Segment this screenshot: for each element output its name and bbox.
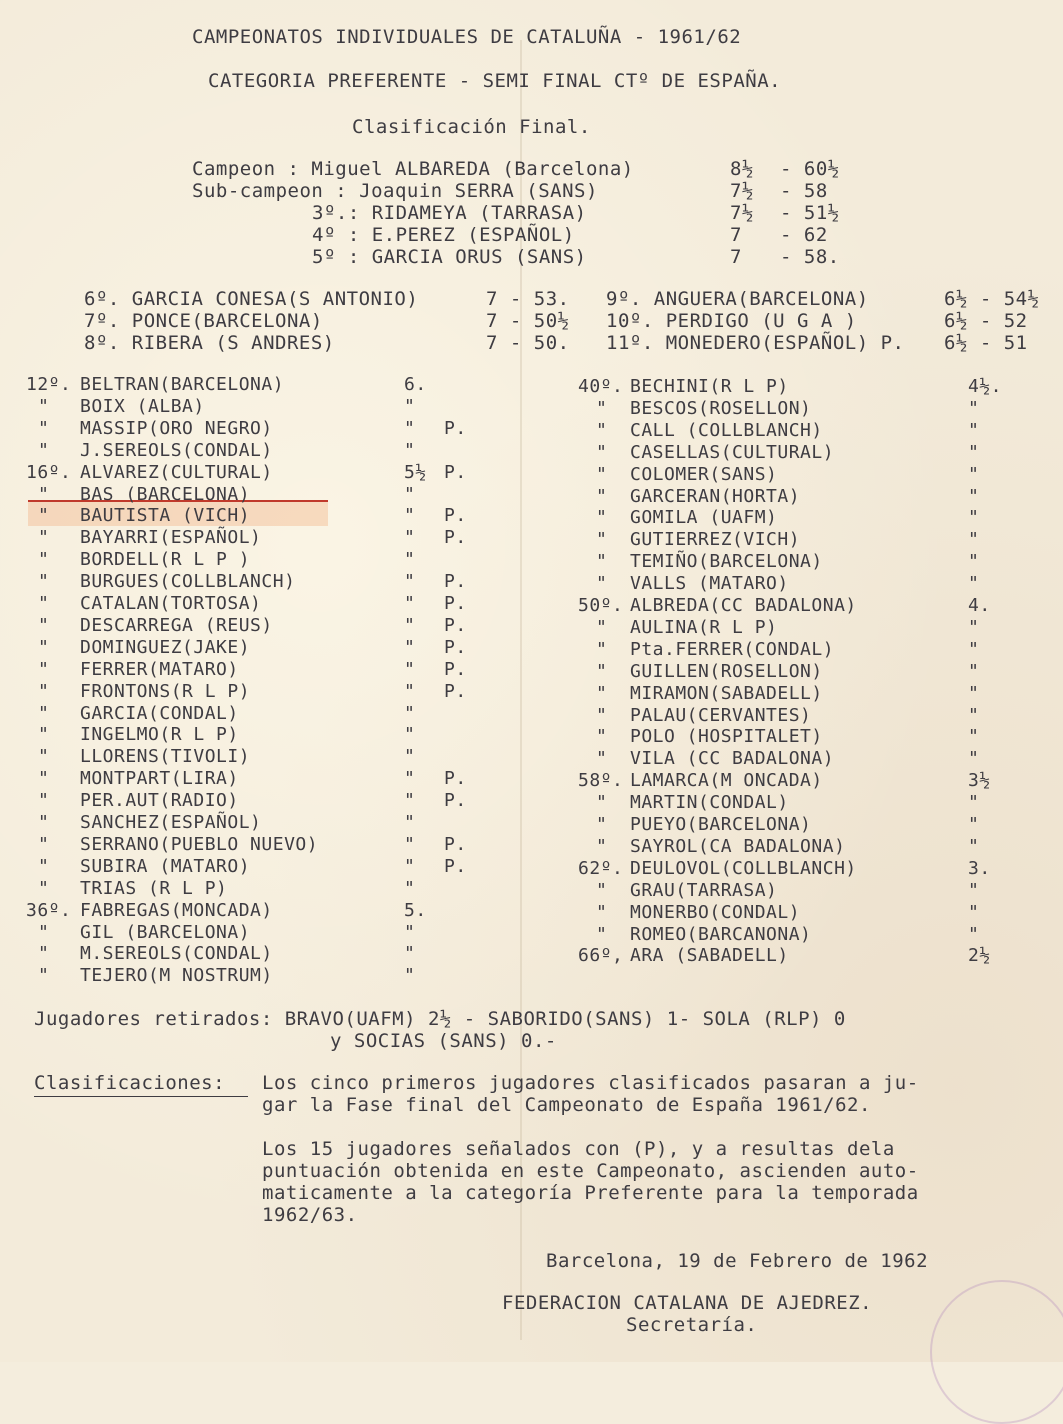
player-points: " [968,792,980,814]
player-points: " [404,505,416,527]
player-name: MONERBO(CONDAL) [630,901,801,923]
player-points: " [968,726,980,748]
retired-line1: Jugadores retirados: BRAVO(UAFM) 2½ - SABORIDO(SANS) 1- SOLA (RLP) 0 [34,1008,846,1030]
player-points: " [968,704,980,726]
header-section: Clasificación Final. [352,116,591,138]
player-name: DOMINGUEZ(JAKE) [80,636,251,658]
player-name: SERRANO(PUEBLO NUEVO) [80,833,319,855]
podium-score: - 60½ [780,158,840,180]
rank-prefix: " [38,395,50,417]
player-points: 6. [404,374,427,395]
rank-prefix: " [38,812,50,833]
rank-prefix: " [38,746,50,768]
player-name: ALVAREZ(CULTURAL) [80,461,273,483]
middle-right-label: 9º. ANGUERA(BARCELONA) [606,288,869,310]
player-name: CALL (COLLBLANCH) [630,419,823,441]
player-points: " [404,790,416,812]
middle-right-score: 6½ - 54½ [944,288,1040,310]
player-name: MIRAMON(SABADELL) [630,682,823,704]
player-points: " [968,441,980,463]
player-points: " [968,551,980,573]
rank-prefix: 50º. [578,595,624,616]
rank-prefix: " [38,505,50,527]
player-name: Pta.FERRER(CONDAL) [630,638,835,660]
rank-prefix: " [38,636,50,658]
rank-prefix: " [596,792,608,814]
rank-prefix: " [596,682,608,704]
rank-prefix: " [38,702,50,724]
rank-prefix: " [596,814,608,835]
player-points: " [404,636,416,658]
promotion-mark: P. [444,680,467,702]
player-name: GUILLEN(ROSELLON) [630,660,823,682]
player-name: INGELMO(R L P) [80,724,239,746]
middle-left-label: 6º. GARCIA CONESA(S ANTONIO) [84,288,419,310]
player-name: BORDELL(R L P ) [80,549,251,571]
player-points: " [968,660,980,682]
player-points: " [968,748,980,770]
middle-right-label: 11º. MONEDERO(ESPAÑOL) P. [606,332,905,354]
player-name: GARCERAN(HORTA) [630,485,801,507]
podium-score: - 58. [780,246,840,268]
player-name: COLOMER(SANS) [630,463,778,485]
rank-prefix: " [596,419,608,441]
middle-right-score: 6½ - 51 [944,332,1028,354]
player-points: " [404,746,416,768]
player-points: " [404,943,416,965]
middle-left-score: 7 - 50½ [486,310,570,332]
rank-prefix: " [596,485,608,507]
rank-prefix: " [596,507,608,529]
player-name: TEJERO(M NOSTRUM) [80,965,273,987]
player-points: " [404,527,416,549]
player-points: " [404,571,416,593]
retired-line2: y SOCIAS (SANS) 0.- [330,1030,557,1052]
player-points: " [404,833,416,855]
player-points: 3. [968,857,991,879]
rank-prefix: " [596,879,608,901]
player-points: " [404,680,416,702]
podium-points: 7 [730,246,742,268]
player-points: 5½ [404,461,427,483]
player-name: ROMEO(BARCANONA) [630,923,812,945]
player-name: CASELLAS(CULTURAL) [630,441,835,463]
player-name: SAYROL(CA BADALONA) [630,835,846,857]
stamp-mark [930,1280,1063,1424]
clasificaciones-p2-line4: 1962/63. [262,1204,358,1226]
player-name: ALBREDA(CC BADALONA) [630,595,857,616]
player-name: J.SEREOLS(CONDAL) [80,439,273,461]
podium-score: - 58 [780,180,828,202]
player-name: M.SEREOLS(CONDAL) [80,943,273,965]
middle-right-label: 10º. PERDIGO (U G A ) [606,310,857,332]
middle-right-score: 6½ - 52 [944,310,1028,332]
player-name: BECHINI(R L P) [630,376,789,397]
clasificaciones-p1-line2: gar la Fase final del Campeonato de España 1961/62. [262,1094,871,1116]
podium-points: 7½ [730,180,754,202]
player-points: " [404,658,416,680]
player-name: DESCARREGA (REUS) [80,614,273,636]
rank-prefix: 62º. [578,857,624,879]
promotion-mark: P. [444,855,467,877]
player-name: VALLS (MATARO) [630,573,789,595]
rank-prefix: " [596,726,608,748]
player-points: " [404,877,416,899]
player-name: PALAU(CERVANTES) [630,704,812,726]
rank-prefix: " [38,527,50,549]
player-name: SANCHEZ(ESPAÑOL) [80,812,262,833]
player-points: " [404,768,416,790]
promotion-mark: P. [444,833,467,855]
promotion-mark: P. [444,636,467,658]
rank-prefix: " [38,593,50,614]
player-points: " [404,855,416,877]
podium-points: 8½ [730,158,754,180]
podium-points: 7½ [730,202,754,224]
promotion-mark: P. [444,614,467,636]
clasificaciones-p2-line2: puntuación obtenida en este Campeonato, ascienden auto- [262,1160,919,1182]
rank-prefix: " [596,638,608,660]
player-name: PUEYO(BARCELONA) [630,814,812,835]
player-points: " [404,483,416,505]
player-name: PER.AUT(RADIO) [80,790,239,812]
player-name: BAYARRI(ESPAÑOL) [80,527,262,549]
player-points: " [968,529,980,551]
player-points: " [968,419,980,441]
middle-left-label: 8º. RIBERA (S ANDRES) [84,332,335,354]
player-points: " [404,812,416,833]
rank-prefix: " [596,463,608,485]
player-points: " [404,921,416,943]
podium-label: 5º : GARCIA ORUS (SANS) [312,246,587,268]
rank-prefix: 58º. [578,770,624,792]
player-points: " [404,965,416,987]
player-points: " [968,901,980,923]
player-points: " [968,507,980,529]
player-name: LLORENS(TIVOLI) [80,746,251,768]
rank-prefix: 66º, [578,945,624,967]
rank-prefix: " [38,417,50,439]
rank-prefix: " [38,833,50,855]
player-name: CATALAN(TORTOSA) [80,593,262,614]
rank-prefix: " [38,658,50,680]
header-title: CAMPEONATOS INDIVIDUALES DE CATALUÑA - 1961/62 [192,26,742,48]
rank-prefix: " [38,921,50,943]
rank-prefix: " [38,768,50,790]
player-name: GRAU(TARRASA) [630,879,778,901]
rank-prefix: " [596,551,608,573]
player-name: LAMARCA(M ONCADA) [630,770,823,792]
player-points: " [404,439,416,461]
rank-prefix: " [38,790,50,812]
player-points: " [968,397,980,419]
player-name: TEMIÑO(BARCELONA) [630,551,823,573]
rank-prefix: 36º. [26,899,72,921]
player-name: VILA (CC BADALONA) [630,748,835,770]
player-name: BELTRAN(BARCELONA) [80,374,285,395]
rank-prefix: " [596,441,608,463]
podium-points: 7 [730,224,742,246]
clasificaciones-p1-line1: Los cinco primeros jugadores clasificados pasaran a ju- [262,1072,919,1094]
footer-date: Barcelona, 19 de Febrero de 1962 [546,1250,929,1272]
player-name: BURGUES(COLLBLANCH) [80,571,296,593]
player-name: AULINA(R L P) [630,616,778,638]
podium-score: - 51½ [780,202,840,224]
player-name: GIL (BARCELONA) [80,921,251,943]
player-points: " [968,485,980,507]
player-points: 4. [968,595,991,616]
clasificaciones-p2-line1: Los 15 jugadores señalados con (P), y a resultas dela [262,1138,895,1160]
middle-left-score: 7 - 50. [486,332,570,354]
rank-prefix: " [596,835,608,857]
middle-left-label: 7º. PONCE(BARCELONA) [84,310,323,332]
promotion-mark: P. [444,571,467,593]
podium-label: Campeon : Miguel ALBAREDA (Barcelona) [192,158,634,180]
player-name: GOMILA (UAFM) [630,507,778,529]
player-points: 2½ [968,945,991,967]
rank-prefix: 40º. [578,376,624,397]
player-name: MONTPART(LIRA) [80,768,239,790]
player-name: GUTIERREZ(VICH) [630,529,801,551]
player-points: " [404,549,416,571]
podium-label: Sub-campeon : Joaquin SERRA (SANS) [192,180,598,202]
rank-prefix: " [596,748,608,770]
player-name: TRIAS (R L P) [80,877,228,899]
rank-prefix: " [38,855,50,877]
player-name: FERRER(MATARO) [80,658,239,680]
rank-prefix: " [38,614,50,636]
rank-prefix: " [38,439,50,461]
promotion-mark: P. [444,505,467,527]
player-points: " [404,593,416,614]
rank-prefix: " [38,943,50,965]
player-name: SUBIRA (MATARO) [80,855,251,877]
player-points: " [404,614,416,636]
header-subtitle: CATEGORIA PREFERENTE - SEMI FINAL CTº DE ESPAÑA. [208,70,782,92]
clasificaciones-underline [34,1096,248,1097]
promotion-mark: P. [444,461,467,483]
clasificaciones-p2-line3: maticamente a la categoría Preferente para la temporada [262,1182,919,1204]
footer-department: Secretaría. [626,1314,758,1336]
player-points: " [968,616,980,638]
rank-prefix: " [38,724,50,746]
player-points: 4½. [968,376,1003,397]
rank-prefix: " [38,571,50,593]
player-points: " [404,702,416,724]
rank-prefix: " [596,573,608,595]
player-points: " [968,638,980,660]
rank-prefix: " [38,680,50,702]
player-name: POLO (HOSPITALET) [630,726,823,748]
player-points: " [968,463,980,485]
podium-label: 3º.: RIDAMEYA (TARRASA) [312,202,587,224]
player-name: MASSIP(ORO NEGRO) [80,417,273,439]
promotion-mark: P. [444,417,467,439]
player-points: 5. [404,899,427,921]
rank-prefix: 16º. [26,461,72,483]
player-points: " [404,724,416,746]
rank-prefix: " [38,877,50,899]
promotion-mark: P. [444,790,467,812]
player-name: BOIX (ALBA) [80,395,205,417]
clasificaciones-label: Clasificaciones: [34,1072,226,1094]
promotion-mark: P. [444,527,467,549]
player-name: DEULOVOL(COLLBLANCH) [630,857,857,879]
player-name: FABREGAS(MONCADA) [80,899,273,921]
player-points: " [968,682,980,704]
middle-left-score: 7 - 53. [486,288,570,310]
podium-score: - 62 [780,224,828,246]
player-name: MARTIN(CONDAL) [630,792,789,814]
player-points: " [968,879,980,901]
rank-prefix: " [596,901,608,923]
rank-prefix: " [38,549,50,571]
player-name: BAS (BARCELONA) [80,483,251,505]
player-points: 3½ [968,770,991,792]
player-name: BESCOS(ROSELLON) [630,397,812,419]
rank-prefix: " [38,483,50,505]
player-name: ARA (SABADELL) [630,945,789,967]
rank-prefix: " [596,616,608,638]
rank-prefix: " [596,660,608,682]
footer-organization: FEDERACION CATALANA DE AJEDREZ. [502,1292,873,1314]
player-name: BAUTISTA (VICH) [80,505,251,527]
player-points: " [968,573,980,595]
promotion-mark: P. [444,593,467,614]
rank-prefix: " [596,397,608,419]
rank-prefix: " [596,704,608,726]
rank-prefix: " [38,965,50,987]
player-name: GARCIA(CONDAL) [80,702,239,724]
player-name: FRONTONS(R L P) [80,680,251,702]
player-points: " [404,417,416,439]
rank-prefix: " [596,923,608,945]
promotion-mark: P. [444,658,467,680]
player-points: " [968,835,980,857]
promotion-mark: P. [444,768,467,790]
podium-label: 4º : E.PEREZ (ESPAÑOL) [312,224,575,246]
player-points: " [968,923,980,945]
rank-prefix: 12º. [26,374,72,395]
player-points: " [968,814,980,835]
rank-prefix: " [596,529,608,551]
player-points: " [404,395,416,417]
